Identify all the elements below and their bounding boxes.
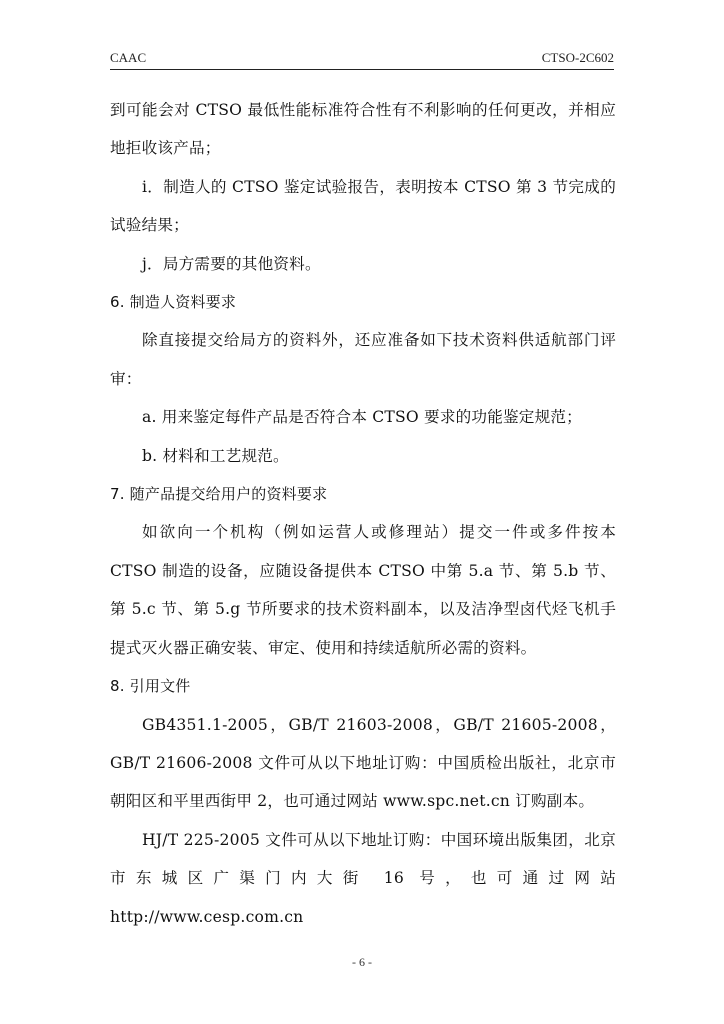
- header-doc-number: CTSO-2C602: [541, 50, 614, 65]
- header-org: CAAC: [110, 50, 147, 65]
- paragraph-gb-references: GB4351.1-2005，GB/T 21603-2008，GB/T 21605-2008，GB/T 21606-2008 文件可从以下地址订购：中国质检出版社，北京市朝阳区和平里西街甲 2，也可通过网站 www.spc.net.cn 订购副本。: [110, 715, 616, 811]
- page-header: [110, 50, 614, 66]
- paragraph-hj-references: HJ/T 225-2005 文件可从以下地址订购：中国环境出版集团，北京市东城区广渠门内大街 16 号，也可通过网站 http://www.cesp.com.cn: [110, 830, 616, 926]
- paragraph-continuation: 到可能会对 CTSO 最低性能标准符合性有不利影响的任何更改，并相应地拒收该产品；: [110, 101, 616, 158]
- list-item-a: a. 用来鉴定每件产品是否符合本 CTSO 要求的功能鉴定规范；: [142, 408, 582, 427]
- page-number: - 6 -: [352, 955, 372, 969]
- section-heading-6: 6. 制造人资料要求: [110, 293, 237, 312]
- list-item-j: j．局方需要的其他资料。: [142, 254, 321, 273]
- paragraph-section-6: 除直接提交给局方的资料外，还应准备如下技术资料供适航部门评审：: [110, 331, 616, 388]
- section-heading-8: 8. 引用文件: [110, 677, 191, 696]
- section-heading-7: 7. 随产品提交给用户的资料要求: [110, 485, 328, 504]
- paragraph-section-7: 如欲向一个机构（例如运营人或修理站）提交一件或多件按本 CTSO 制造的设备，应随设备提供本 CTSO 中第 5.a 节、第 5.b 节、第 5.c 节、第 5.g 节所要求的技术资料副本，以及洁净型卤代烃飞机手提式灭火器正确安装、审定、使用和持续适航所必需的资料。: [110, 523, 616, 657]
- list-item-b: b. 材料和工艺规范。: [142, 446, 289, 465]
- list-item-i: i．制造人的 CTSO 鉴定试验报告，表明按本 CTSO 第 3 节完成的试验结果；: [110, 177, 616, 235]
- document-body: [110, 91, 616, 936]
- header-divider: [110, 69, 614, 70]
